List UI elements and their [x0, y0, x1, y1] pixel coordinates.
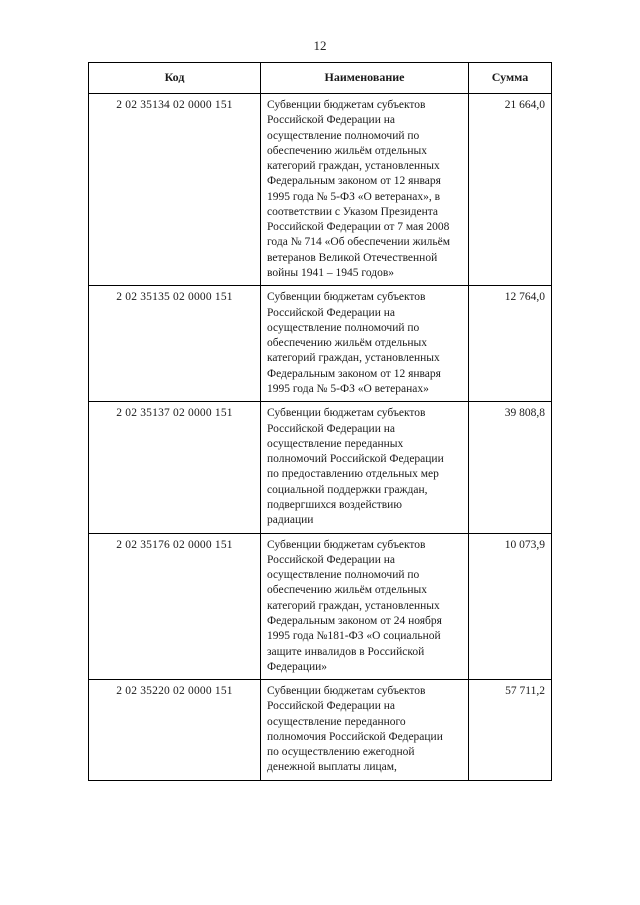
column-header-code: Код	[89, 63, 261, 94]
cell-name-line: категорий граждан, установленных	[267, 599, 440, 612]
cell-name-line: Субвенции бюджетам субъектов	[267, 98, 426, 111]
cell-name-line: обеспечению жильём отдельных	[267, 337, 427, 350]
cell-code: 2 02 35176 02 0000 151	[89, 533, 261, 680]
table-body	[89, 93, 552, 780]
cell-name-line: обеспечению жильём отдельных	[267, 144, 427, 157]
cell-name-line: года № 714 «Об обеспечении жильём	[267, 236, 451, 249]
cell-name-line: Российской Федерации на	[267, 114, 395, 127]
cell-name-line: осуществление переданного	[267, 715, 406, 728]
cell-name-line: социальной поддержки граждан,	[267, 483, 428, 496]
cell-name-line: Российской Федерации от 7 мая 2008	[267, 221, 450, 234]
cell-name-line: соответствии с Указом Президента	[267, 205, 439, 218]
cell-code: 2 02 35220 02 0000 151	[89, 680, 261, 781]
cell-name-line: Российской Федерации на	[267, 306, 395, 319]
cell-name-line: Субвенции бюджетам субъектов	[267, 407, 426, 420]
cell-name-line: 1995 года №181-ФЗ «О социальной	[267, 630, 441, 643]
cell-name-line: Федерации»	[267, 660, 328, 673]
cell-sum: 10 073,9	[469, 533, 552, 680]
cell-name-line: денежной выплаты лицам,	[267, 761, 397, 774]
cell-name-line: Субвенции бюджетам субъектов	[267, 291, 426, 304]
cell-name-line: осуществление полномочий по	[267, 321, 420, 334]
cell-name-line: Российской Федерации на	[267, 700, 395, 713]
cell-name-line: Субвенции бюджетам субъектов	[267, 538, 426, 551]
cell-sum: 57 711,2	[469, 680, 552, 781]
cell-name	[261, 93, 469, 285]
table-row	[89, 93, 552, 285]
cell-name-line: радиации	[267, 514, 314, 527]
table-row	[89, 286, 552, 402]
cell-name-line: категорий граждан, установленных	[267, 160, 440, 173]
cell-name-line: Субвенции бюджетам субъектов	[267, 685, 426, 698]
budget-table-container	[88, 62, 551, 781]
table-header	[89, 63, 552, 94]
cell-name-line: Российской Федерации на	[267, 553, 395, 566]
budget-table	[88, 62, 552, 781]
cell-name-line: ветеранов Великой Отечественной	[267, 251, 438, 264]
column-header-sum: Сумма	[469, 63, 552, 94]
cell-name-line: Федеральным законом от 12 января	[267, 367, 441, 380]
table-row	[89, 680, 552, 781]
cell-name-line: по осуществлению ежегодной	[267, 746, 415, 759]
page-number: 12	[313, 38, 327, 53]
cell-name-line: осуществление переданных	[267, 437, 404, 450]
cell-name-line: 1995 года № 5-ФЗ «О ветеранах», в	[267, 190, 441, 203]
table-header-row	[89, 63, 552, 94]
cell-sum: 21 664,0	[469, 93, 552, 285]
cell-name	[261, 680, 469, 781]
cell-name-line: обеспечению жильём отдельных	[267, 584, 427, 597]
cell-sum: 39 808,8	[469, 402, 552, 533]
column-header-name: Наименование	[261, 63, 469, 94]
cell-name-line: войны 1941 – 1945 годов»	[267, 267, 395, 280]
cell-code: 2 02 35135 02 0000 151	[89, 286, 261, 402]
cell-name-line: Федеральным законом от 12 января	[267, 175, 441, 188]
cell-name-line: осуществление полномочий по	[267, 569, 420, 582]
cell-name	[261, 533, 469, 680]
table-row	[89, 402, 552, 533]
cell-name-line: Российской Федерации на	[267, 422, 395, 435]
cell-name-line: защите инвалидов в Российской	[267, 645, 425, 658]
cell-name-line: осуществление полномочий по	[267, 129, 420, 142]
cell-name	[261, 402, 469, 533]
cell-name-line: полномочий Российской Федерации	[267, 453, 444, 466]
cell-name-line: по предоставлению отдельных мер	[267, 468, 439, 481]
cell-name-line: 1995 года № 5-ФЗ «О ветеранах»	[267, 383, 429, 396]
table-row	[89, 533, 552, 680]
cell-name-line: подвергшихся воздействию	[267, 498, 402, 511]
cell-name-line: полномочия Российской Федерации	[267, 730, 443, 743]
cell-name	[261, 286, 469, 402]
cell-sum: 12 764,0	[469, 286, 552, 402]
cell-name-line: категорий граждан, установленных	[267, 352, 440, 365]
cell-code: 2 02 35137 02 0000 151	[89, 402, 261, 533]
cell-name-line: Федеральным законом от 24 ноября	[267, 614, 442, 627]
cell-code: 2 02 35134 02 0000 151	[89, 93, 261, 285]
